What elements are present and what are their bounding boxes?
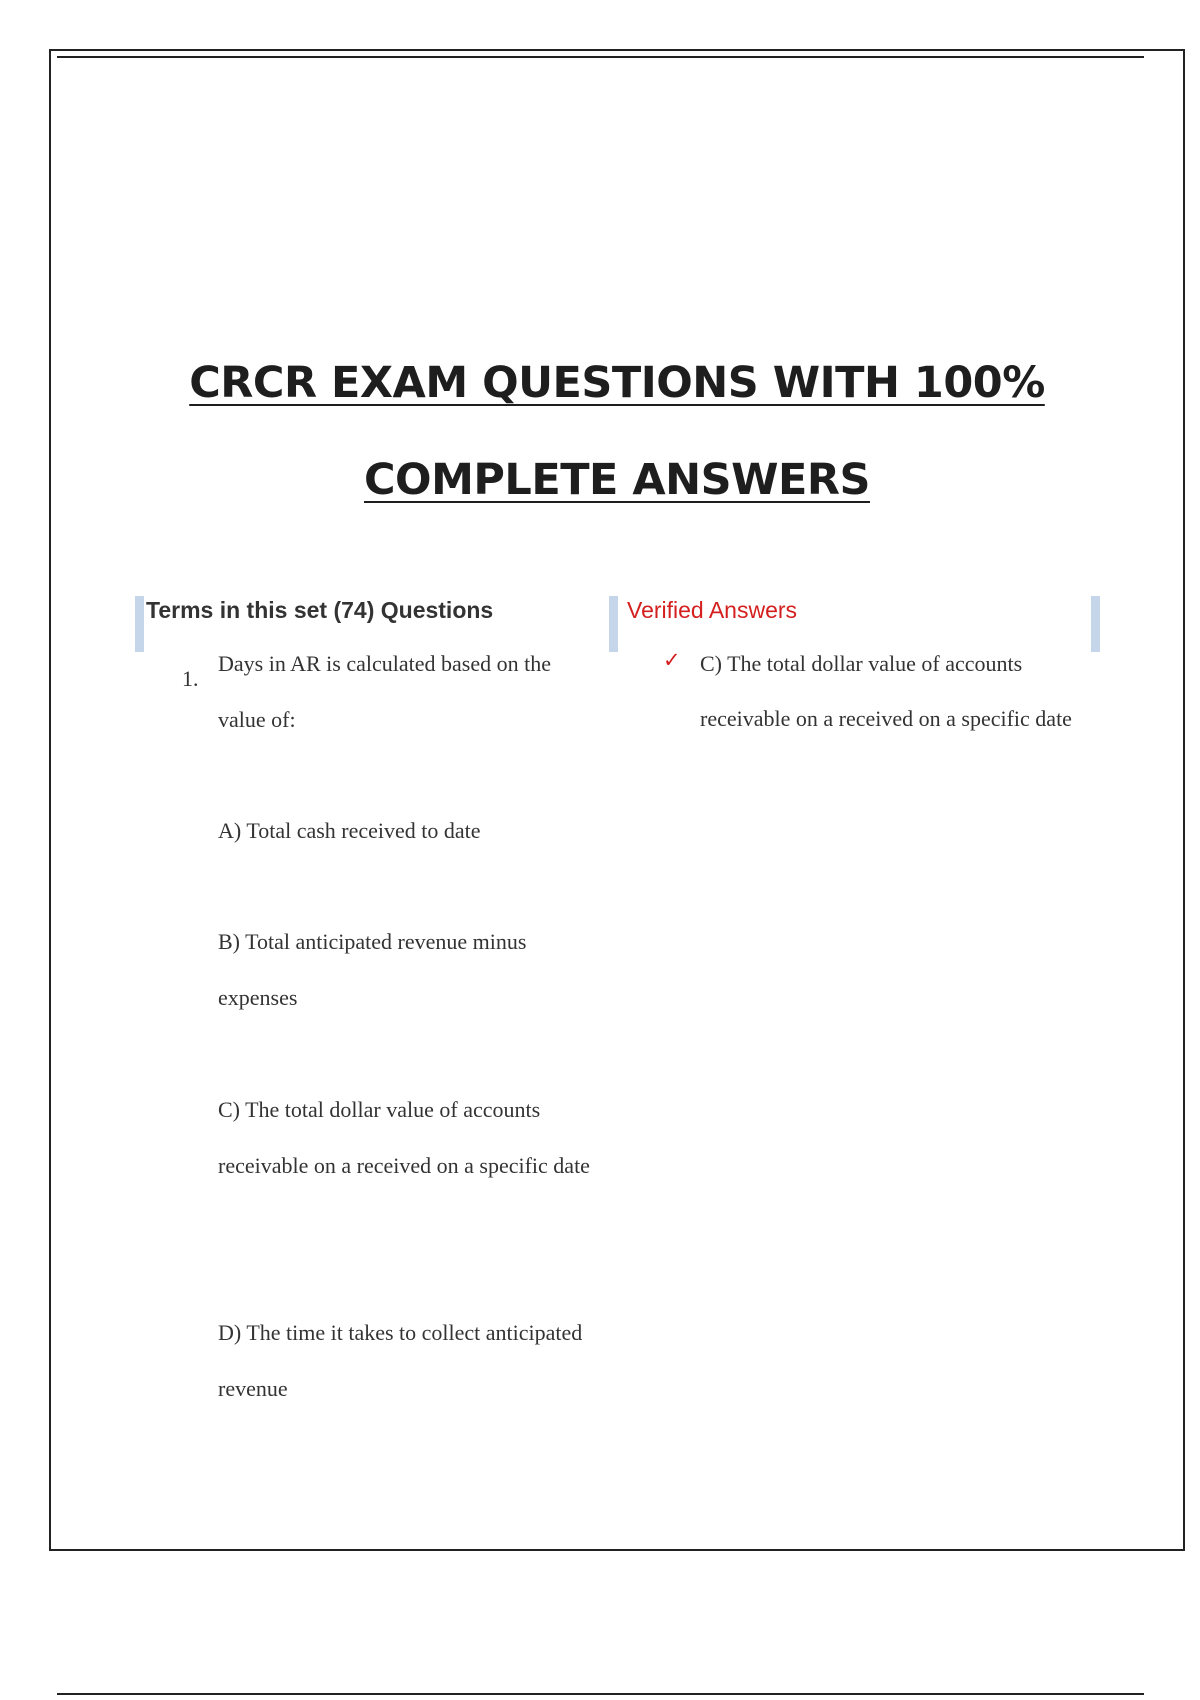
document-title-line-1: CRCR EXAM QUESTIONS WITH 100%	[189, 358, 1045, 408]
verified-answer-text: C) The total dollar value of accounts receivable on a received on a specific date	[700, 651, 1072, 731]
option-b: B) Total anticipated revenue minus expenses	[218, 929, 527, 1010]
question-stem: Days in AR is calculated based on the value of:	[218, 651, 551, 732]
option-d: D) The time it takes to collect anticipated revenue	[218, 1320, 583, 1401]
question-number: 1.	[182, 666, 199, 691]
answers-heading: Verified Answers	[627, 597, 798, 623]
questions-heading: Terms in this set (74) Questions	[146, 597, 494, 623]
questions-column-bar	[135, 596, 144, 652]
checkmark-icon: ✓	[663, 648, 681, 672]
bottom-rule	[57, 1693, 1144, 1695]
answers-column-bar	[609, 596, 618, 652]
option-c: C) The total dollar value of accounts receivable on a received on a specific date	[218, 1097, 590, 1178]
option-a: A) Total cash received to date	[218, 818, 481, 843]
document-title-line-2: COMPLETE ANSWERS	[364, 455, 870, 505]
top-rule	[57, 56, 1144, 58]
right-column-bar	[1091, 596, 1100, 652]
